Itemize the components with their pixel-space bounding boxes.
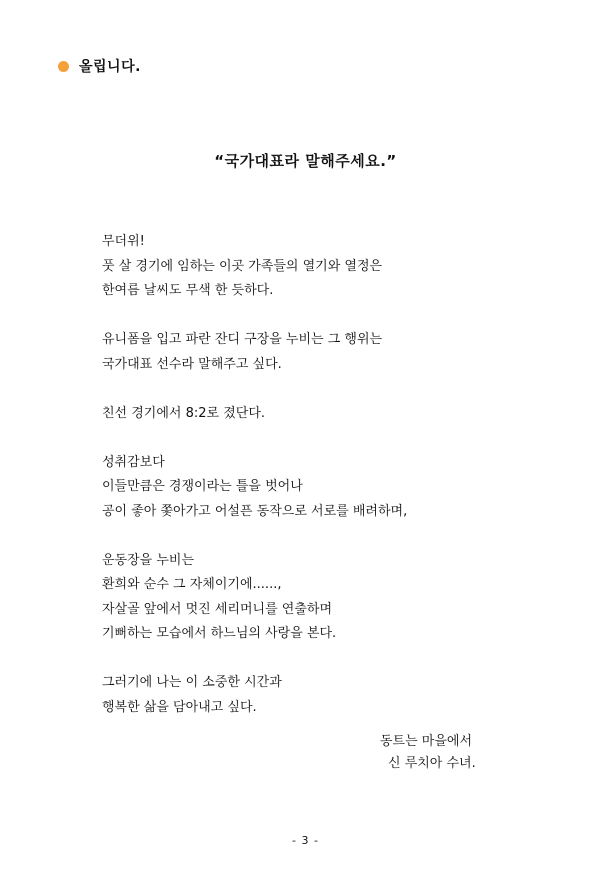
stanza-2 [102,328,552,377]
signature-author: 신 루치아 수녀. [388,756,476,771]
poem-line: 국가대표 선수라 말해주고 싶다. [102,356,282,372]
poem-line: 그러기에 나는 이 소중한 시간과 [102,675,282,690]
poem-line: 운동장을 누비는 [102,552,195,568]
poem-line: 이들만큼은 경쟁이라는 틀을 벗어나 [102,479,303,494]
poem-line: 무더위! [102,234,145,249]
poem-line: 유니폼을 입고 파란 잔디 구장을 누비는 그 행위는 [102,332,383,347]
orange-bullet-icon [58,61,69,72]
stanza-4 [102,451,552,525]
poem-line: 기뻐하는 모습에서 하느님의 사랑을 본다. [102,626,337,641]
poem-line: 자살골 앞에서 멋진 세리머니를 연출하며 [102,601,333,617]
stanza-6 [102,671,552,720]
poem-line: 환희와 순수 그 자체이기에......, [102,577,282,592]
signature [380,731,476,775]
section-title: 올립니다. [79,59,141,75]
stanza-1 [102,230,552,304]
poem-line: 성취감보다 [102,454,165,470]
poem-body [102,230,552,720]
poem-title: “국가대표라 말해주세요.” [214,152,397,170]
poem-line: 친선 경기에서 8:2로 졌단다. [102,405,266,421]
poem-line: 풋 살 경기에 임하는 이곳 가족들의 열기와 열정은 [102,258,383,274]
stanza-5 [102,549,552,647]
section-header [58,56,141,76]
page-number: - 3 - [292,834,319,847]
signature-place: 동트는 마을에서 [380,734,473,749]
stanza-3 [102,402,552,427]
poem-line: 한여름 날씨도 무색 한 듯하다. [102,283,274,298]
poem-line: 공이 좋아 쫓아가고 어설픈 동작으로 서로를 배려하며, [102,503,408,519]
poem-line: 행복한 삶을 담아내고 싶다. [102,699,257,715]
